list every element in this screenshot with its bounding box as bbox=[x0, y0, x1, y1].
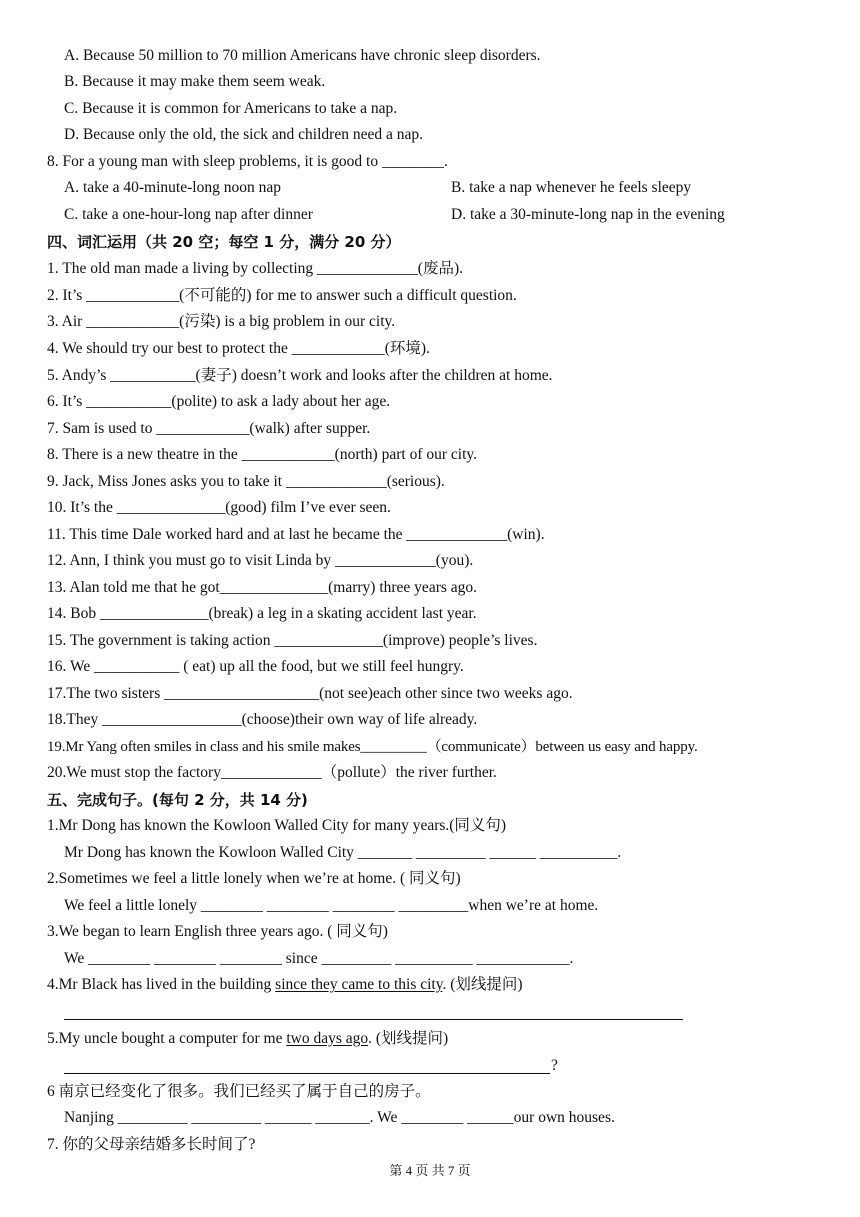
section4-title: 四、词汇运用（共 20 空；每空 1 分，满分 20 分） bbox=[47, 233, 401, 251]
vocab-item: 1. The old man made a living by collecting _____________(废品). bbox=[47, 260, 463, 277]
vocab-item: 13. Alan told me that he got______________(marry) three years ago. bbox=[47, 579, 478, 596]
sentence-q4-stem bbox=[47, 975, 523, 995]
sentence-q2-answer: We feel a little lonely ________ ________ ________ _________when we’re at home. bbox=[64, 897, 599, 914]
vocab-item: 4. We should try our best to protect the ____________(环境). bbox=[47, 340, 430, 357]
vocab-item: 2. It’s ____________(不可能的) for me to answer such a difficult question. bbox=[47, 287, 517, 304]
sentence-q6-stem: 6 南京已经变化了很多。我们已经买了属于自己的房子。 bbox=[47, 1083, 431, 1100]
vocab-item: 9. Jack, Miss Jones asks you to take it _____________(serious). bbox=[47, 473, 445, 490]
sentence-q2-stem: 2.Sometimes we feel a little lonely when we’re at home. ( 同义句) bbox=[47, 870, 461, 887]
vocab-item: 19.Mr Yang often smiles in class and his smile makes_________（communicate）between us easy and happy. bbox=[47, 739, 698, 755]
sentence-q3-answer: We ________ ________ ________ since _________ __________ ____________. bbox=[64, 950, 574, 967]
q7-option-a: A. Because 50 million to 70 million Americans have chronic sleep disorders. bbox=[64, 47, 541, 64]
vocab-item: 3. Air ____________(污染) is a big problem in our city. bbox=[47, 313, 396, 330]
q5-answer-line[interactable] bbox=[64, 1073, 550, 1074]
q4-underlined: since they came to this city bbox=[275, 976, 443, 993]
q8-option-c: C. take a one-hour-long nap after dinner bbox=[64, 206, 313, 223]
sentence-q5-stem bbox=[47, 1029, 448, 1049]
vocab-item: 15. The government is taking action ______________(improve) people’s lives. bbox=[47, 632, 538, 649]
vocab-item: 14. Bob ______________(break) a leg in a skating accident last year. bbox=[47, 605, 477, 622]
q4-answer-line[interactable] bbox=[64, 1019, 683, 1020]
vocab-item: 6. It’s ___________(polite) to ask a lady about her age. bbox=[47, 393, 391, 410]
q4-post: . (划线提问) bbox=[442, 976, 523, 993]
q5-pre: 5.My uncle bought a computer for me bbox=[47, 1030, 287, 1047]
vocab-item: 12. Ann, I think you must go to visit Linda by _____________(you). bbox=[47, 552, 474, 569]
q8-option-a: A. take a 40-minute-long noon nap bbox=[64, 179, 281, 196]
q7-option-c: C. Because it is common for Americans to take a nap. bbox=[64, 100, 398, 117]
vocab-item: 16. We ___________ ( eat) up all the food, but we still feel hungry. bbox=[47, 658, 464, 675]
vocab-item: 7. Sam is used to ____________(walk) after supper. bbox=[47, 420, 371, 437]
q5-underlined: two days ago bbox=[286, 1030, 369, 1047]
q7-option-b: B. Because it may make them seem weak. bbox=[64, 73, 326, 90]
vocab-item: 8. There is a new theatre in the ____________(north) part of our city. bbox=[47, 446, 478, 463]
sentence-q3-stem: 3.We began to learn English three years ago. ( 同义句) bbox=[47, 923, 388, 940]
sentence-q1-stem: 1.Mr Dong has known the Kowloon Walled City for many years.(同义句) bbox=[47, 817, 507, 834]
sentence-q7-stem: 7. 你的父母亲结婚多长时间了? bbox=[47, 1136, 256, 1153]
q5-post: . (划线提问) bbox=[368, 1030, 449, 1047]
q7-option-d: D. Because only the old, the sick and children need a nap. bbox=[64, 126, 423, 143]
q4-pre: 4.Mr Black has lived in the building bbox=[47, 976, 276, 993]
vocab-item: 11. This time Dale worked hard and at last he became the _____________(win). bbox=[47, 526, 545, 543]
sentence-q6-answer: Nanjing _________ _________ ______ _______. We ________ ______our own houses. bbox=[64, 1109, 615, 1126]
vocab-item: 10. It’s the ______________(good) film I’ve ever seen. bbox=[47, 499, 391, 516]
q5-question-mark: ? bbox=[551, 1057, 558, 1074]
vocab-item: 5. Andy’s ___________(妻子) doesn’t work and looks after the children at home. bbox=[47, 367, 553, 384]
section5-title: 五、完成句子。(每句 2 分，共 14 分) bbox=[47, 791, 308, 809]
vocab-item: 18.They __________________(choose)their own way of life already. bbox=[47, 711, 478, 728]
vocab-item: 17.The two sisters ____________________(not see)each other since two weeks ago. bbox=[47, 685, 573, 702]
vocab-item: 20.We must stop the factory_____________（pollute）the river further. bbox=[47, 764, 497, 781]
q8-option-b: B. take a nap whenever he feels sleepy bbox=[451, 179, 692, 196]
sentence-q1-answer: Mr Dong has known the Kowloon Walled City _______ _________ ______ __________. bbox=[64, 844, 622, 861]
q8-option-d: D. take a 30-minute-long nap in the evening bbox=[451, 206, 725, 223]
page-footer: 第 4 页 共 7 页 bbox=[389, 1163, 471, 1178]
q8-stem: 8. For a young man with sleep problems, it is good to ________. bbox=[47, 153, 448, 170]
